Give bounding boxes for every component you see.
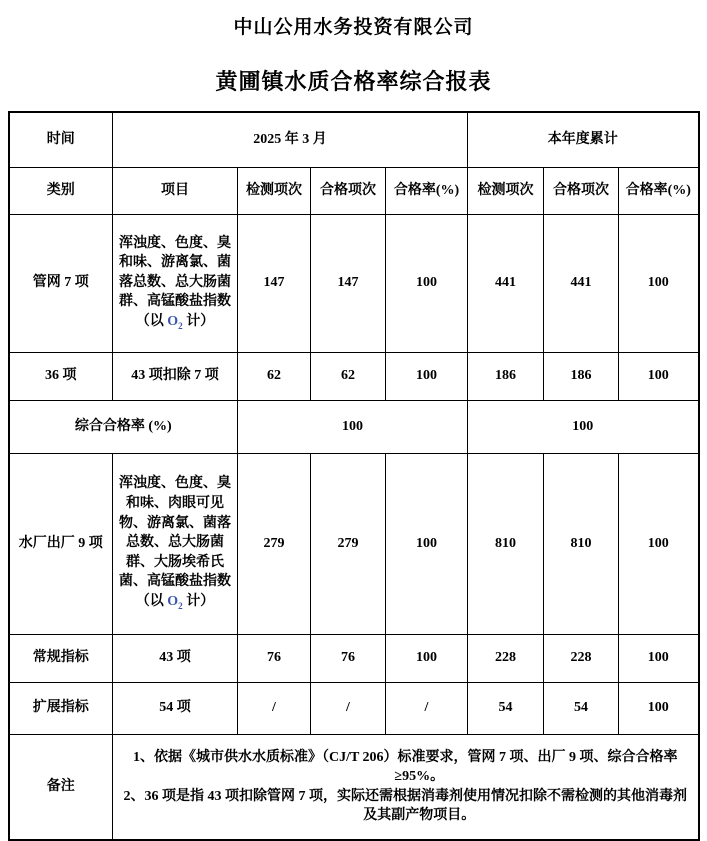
cell-extended-ytd-passed: 54	[544, 682, 619, 734]
formula-symbol: O	[167, 313, 179, 329]
table-row-extended-indicators	[9, 682, 699, 734]
cell-plant-category: 水厂出厂 9 项	[9, 453, 113, 634]
cell-plant-ytd-rate: 100	[619, 453, 699, 634]
table-row-regular-indicators	[9, 634, 699, 682]
cell-regular-ytd-tested: 228	[468, 634, 544, 682]
plant-items-text: 浑浊度、色度、臭和味、肉眼可见物、游离氯、菌落总数、总大肠菌群、大肠埃希氏菌、高锰酸盐指数（以	[119, 476, 231, 610]
cell-pipe-items	[113, 214, 238, 352]
table-row-pipe-network	[9, 214, 699, 352]
cell-category-label: 类别	[9, 167, 113, 214]
cell-36-month-passed: 62	[311, 352, 386, 400]
water-quality-report-table	[8, 111, 700, 841]
cell-pipe-month-rate: 100	[386, 214, 468, 352]
plant-items-suffix: 计）	[182, 594, 215, 610]
cell-pipe-ytd-passed: 441	[544, 214, 619, 352]
cell-pipe-month-tested: 147	[238, 214, 311, 352]
formula-subscript: 2	[178, 600, 183, 611]
table-row-36-items	[9, 352, 699, 400]
cell-plant-ytd-passed: 810	[544, 453, 619, 634]
cell-pipe-ytd-tested: 441	[468, 214, 544, 352]
cell-overall-ytd-rate: 100	[468, 400, 699, 453]
cell-regular-ytd-passed: 228	[544, 634, 619, 682]
cell-extended-month-rate: /	[386, 682, 468, 734]
cell-regular-month-tested: 76	[238, 634, 311, 682]
cell-time-label: 时间	[9, 112, 113, 167]
table-row-remark	[9, 734, 699, 840]
cell-pipe-category: 管网 7 项	[9, 214, 113, 352]
cell-plant-month-passed: 279	[311, 453, 386, 634]
cell-pipe-ytd-rate: 100	[619, 214, 699, 352]
header-row-period	[9, 112, 699, 167]
cell-extended-month-tested: /	[238, 682, 311, 734]
cell-overall-month-rate: 100	[238, 400, 468, 453]
cell-36-ytd-rate: 100	[619, 352, 699, 400]
cell-col-rate-month: 合格率(%)	[386, 167, 468, 214]
cell-regular-month-rate: 100	[386, 634, 468, 682]
cell-regular-category: 常规指标	[9, 634, 113, 682]
cell-pipe-month-passed: 147	[311, 214, 386, 352]
cell-36-item: 43 项扣除 7 项	[113, 352, 238, 400]
report-title: 黄圃镇水质合格率综合报表	[215, 69, 492, 94]
header-row-columns	[9, 167, 699, 214]
cell-extended-category: 扩展指标	[9, 682, 113, 734]
remark-line-1: 1、依据《城市供水水质标准》（CJ/T 206）标准要求，管网 7 项、出厂 9 项、综合合格率≥95%。	[132, 749, 678, 785]
cell-regular-item: 43 项	[113, 634, 238, 682]
cell-extended-ytd-rate: 100	[619, 682, 699, 734]
formula-symbol: O	[167, 594, 179, 610]
company-title: 中山公用水务投资有限公司	[233, 17, 474, 38]
cell-extended-ytd-tested: 54	[468, 682, 544, 734]
cell-36-month-rate: 100	[386, 352, 468, 400]
cell-ytd-label: 本年度累计	[468, 112, 699, 167]
cell-plant-ytd-tested: 810	[468, 453, 544, 634]
cell-remark-label: 备注	[9, 734, 113, 840]
cell-col-tested-month: 检测项次	[238, 167, 311, 214]
formula-subscript: 2	[178, 320, 183, 331]
cell-extended-month-passed: /	[311, 682, 386, 734]
cell-month-label: 2025 年 3 月	[113, 112, 468, 167]
cell-col-passed-ytd: 合格项次	[544, 167, 619, 214]
cell-36-month-tested: 62	[238, 352, 311, 400]
cell-col-rate-ytd: 合格率(%)	[619, 167, 699, 214]
table-row-overall-rate	[9, 400, 699, 453]
cell-plant-items	[113, 453, 238, 634]
cell-regular-ytd-rate: 100	[619, 634, 699, 682]
cell-item-label: 项目	[113, 167, 238, 214]
oxygen-formula	[167, 314, 182, 329]
cell-36-ytd-tested: 186	[468, 352, 544, 400]
cell-remark-content	[113, 734, 699, 840]
cell-36-category: 36 项	[9, 352, 113, 400]
remark-line-2: 2、36 项是指 43 项扣除管网 7 项，实际还需根据消毒剂使用情况扣除不需检测的其他消毒剂及其副产物项目。	[123, 788, 687, 824]
cell-col-passed-month: 合格项次	[311, 167, 386, 214]
cell-plant-month-rate: 100	[386, 453, 468, 634]
pipe-items-text: 浑浊度、色度、臭和味、游离氯、菌落总数、总大肠菌群、高锰酸盐指数（以	[119, 235, 231, 329]
cell-col-tested-ytd: 检测项次	[468, 167, 544, 214]
cell-regular-month-passed: 76	[311, 634, 386, 682]
table-row-plant-outlet	[9, 453, 699, 634]
pipe-items-suffix: 计）	[182, 313, 215, 329]
cell-36-ytd-passed: 186	[544, 352, 619, 400]
oxygen-formula	[167, 594, 182, 609]
cell-extended-item: 54 项	[113, 682, 238, 734]
cell-plant-month-tested: 279	[238, 453, 311, 634]
cell-overall-label: 综合合格率 (%)	[9, 400, 238, 453]
